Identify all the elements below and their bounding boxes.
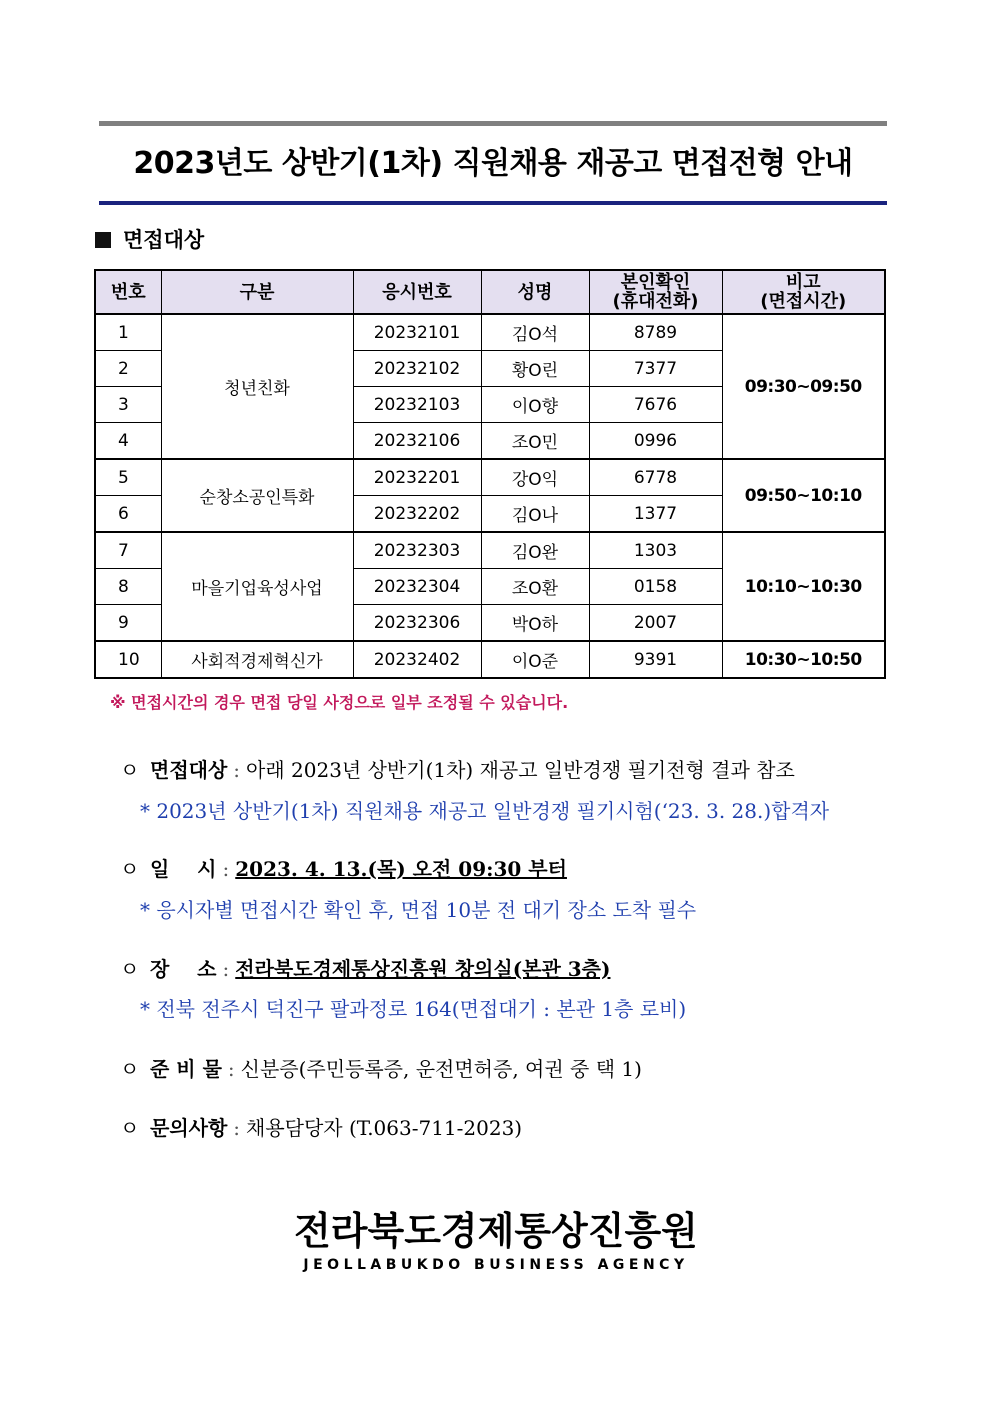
label-colon: : bbox=[222, 857, 230, 881]
cell-phone: 0158 bbox=[589, 569, 722, 605]
label-colon: : bbox=[233, 758, 241, 782]
cell-category: 청년친화 bbox=[161, 314, 353, 459]
cell-phone: 1377 bbox=[589, 496, 722, 533]
info-label: 면접대상 bbox=[150, 758, 228, 782]
header-phone: 본인확인 (휴대전화) bbox=[589, 270, 722, 314]
info-date-sub: * 응시자별 면접시간 확인 후, 면접 10분 전 대기 장소 도착 필수 bbox=[140, 898, 697, 922]
cell-time: 09:50~10:10 bbox=[722, 459, 885, 532]
info-items bbox=[120, 1053, 920, 1082]
cell-name: 황O린 bbox=[481, 351, 589, 387]
info-label: 준 비 물 bbox=[150, 1057, 222, 1081]
bullet-icon: ㅇ bbox=[120, 758, 140, 782]
cell-name: 조O환 bbox=[481, 569, 589, 605]
info-target bbox=[120, 754, 920, 783]
cell-category: 사회적경제혁신가 bbox=[161, 641, 353, 678]
cell-no: 4 bbox=[95, 423, 161, 460]
info-text: 아래 2023년 상반기(1차) 재공고 일반경쟁 필기전형 결과 참조 bbox=[246, 758, 795, 782]
info-label: 장 소 bbox=[150, 957, 217, 981]
cell-phone: 7377 bbox=[589, 351, 722, 387]
info-place bbox=[120, 953, 920, 982]
cell-time: 10:30~10:50 bbox=[722, 641, 885, 678]
info-label: 문의사항 bbox=[150, 1116, 228, 1140]
agency-logo bbox=[0, 1200, 992, 1273]
cell-name: 김O석 bbox=[481, 314, 589, 351]
cell-name: 이O향 bbox=[481, 387, 589, 423]
cell-category: 순창소공인특화 bbox=[161, 459, 353, 532]
cell-no: 8 bbox=[95, 569, 161, 605]
header-exam-no: 응시번호 bbox=[353, 270, 481, 314]
cell-exam-no: 20232306 bbox=[353, 605, 481, 642]
header-no: 번호 bbox=[95, 270, 161, 314]
cell-no: 3 bbox=[95, 387, 161, 423]
cell-no: 10 bbox=[95, 641, 161, 678]
info-label: 일 시 bbox=[150, 857, 217, 881]
cell-name: 박O하 bbox=[481, 605, 589, 642]
section-heading-text: 면접대상 bbox=[123, 227, 205, 252]
table-row bbox=[95, 532, 885, 569]
cell-phone: 1303 bbox=[589, 532, 722, 569]
square-bullet-icon bbox=[95, 232, 111, 248]
cell-phone: 2007 bbox=[589, 605, 722, 642]
header-category: 구분 bbox=[161, 270, 353, 314]
cell-exam-no: 20232304 bbox=[353, 569, 481, 605]
info-date bbox=[120, 853, 920, 882]
cell-exam-no: 20232402 bbox=[353, 641, 481, 678]
table-row bbox=[95, 459, 885, 496]
info-text: 채용담당자 (T.063-711-2023) bbox=[246, 1116, 523, 1140]
bullet-icon: ㅇ bbox=[120, 1057, 140, 1081]
cell-name: 김O나 bbox=[481, 496, 589, 533]
cell-phone: 9391 bbox=[589, 641, 722, 678]
bullet-icon: ㅇ bbox=[120, 1116, 140, 1140]
title-bottom-rule bbox=[99, 201, 887, 205]
cell-exam-no: 20232106 bbox=[353, 423, 481, 460]
bullet-icon: ㅇ bbox=[120, 957, 140, 981]
cell-exam-no: 20232102 bbox=[353, 351, 481, 387]
logo-english: JEOLLABUKDO BUSINESS AGENCY bbox=[303, 1257, 689, 1273]
info-text: 전라북도경제통상진흥원 창의실(본관 3층) bbox=[235, 957, 611, 981]
cell-exam-no: 20232303 bbox=[353, 532, 481, 569]
cell-exam-no: 20232103 bbox=[353, 387, 481, 423]
cell-no: 2 bbox=[95, 351, 161, 387]
cell-phone: 7676 bbox=[589, 387, 722, 423]
info-text: 2023. 4. 13.(목) 오전 09:30 부터 bbox=[235, 857, 567, 881]
page-title: 2023년도 상반기(1차) 직원채용 재공고 면접전형 안내 bbox=[133, 146, 853, 181]
cell-phone: 6778 bbox=[589, 459, 722, 496]
label-colon: : bbox=[233, 1116, 241, 1140]
cell-category: 마을기업육성사업 bbox=[161, 532, 353, 641]
cell-phone: 0996 bbox=[589, 423, 722, 460]
interview-roster-table bbox=[94, 269, 886, 679]
cell-exam-no: 20232201 bbox=[353, 459, 481, 496]
logo-korean: 전라북도경제통상진흥원 bbox=[294, 1209, 698, 1253]
cell-time: 09:30~09:50 bbox=[722, 314, 885, 459]
cell-phone: 8789 bbox=[589, 314, 722, 351]
title-block bbox=[99, 121, 887, 205]
info-place-sub: * 전북 전주시 덕진구 팔과정로 164(면접대기 : 본관 1층 로비) bbox=[140, 997, 687, 1021]
cell-exam-no: 20232101 bbox=[353, 314, 481, 351]
info-contact bbox=[120, 1112, 920, 1141]
header-name: 성명 bbox=[481, 270, 589, 314]
cell-name: 김O완 bbox=[481, 532, 589, 569]
info-text: 신분증(주민등록증, 운전면허증, 여권 중 택 1) bbox=[240, 1057, 642, 1081]
table-header-row bbox=[95, 270, 885, 314]
cell-name: 이O준 bbox=[481, 641, 589, 678]
bullet-icon: ㅇ bbox=[120, 857, 140, 881]
info-target-sub: * 2023년 상반기(1차) 직원채용 재공고 일반경쟁 필기시험(‘23. 3. 28.)합격자 bbox=[140, 799, 830, 823]
cell-no: 9 bbox=[95, 605, 161, 642]
cell-no: 1 bbox=[95, 314, 161, 351]
table-row bbox=[95, 314, 885, 351]
schedule-adjust-note: ※ 면접시간의 경우 면접 당일 사정으로 일부 조정될 수 있습니다. bbox=[110, 693, 569, 712]
cell-name: 조O민 bbox=[481, 423, 589, 460]
cell-no: 7 bbox=[95, 532, 161, 569]
table-row bbox=[95, 641, 885, 678]
cell-time: 10:10~10:30 bbox=[722, 532, 885, 641]
label-colon: : bbox=[222, 957, 230, 981]
cell-no: 6 bbox=[95, 496, 161, 533]
cell-no: 5 bbox=[95, 459, 161, 496]
header-note: 비고 (면접시간) bbox=[722, 270, 885, 314]
cell-exam-no: 20232202 bbox=[353, 496, 481, 533]
label-colon: : bbox=[227, 1057, 235, 1081]
section-heading bbox=[95, 224, 204, 254]
cell-name: 강O익 bbox=[481, 459, 589, 496]
